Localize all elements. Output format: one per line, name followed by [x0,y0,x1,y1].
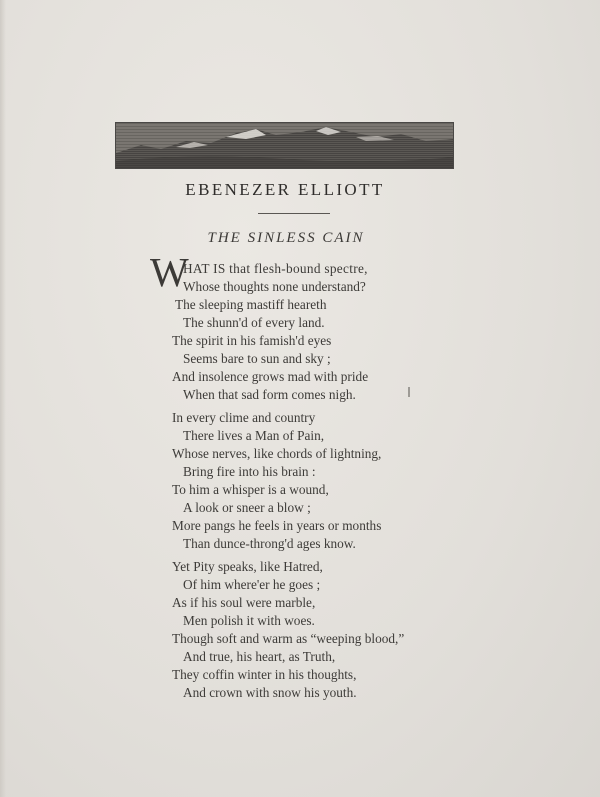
poem-line: Men polish it with woes. [183,613,315,628]
poem-line: Whose thoughts none understand? [183,279,366,294]
headpiece-engraving [115,122,454,169]
poem-title: THE SINLESS CAIN [207,230,365,246]
poem-line: The shunn'd of every land. [183,315,325,330]
poem-line: They coffin winter in his thoughts, [172,667,357,682]
poem-line: HAT IS that flesh-bound spectre, [183,261,368,276]
poem-line: When that sad form comes nigh. [183,387,356,402]
poem-line: The sleeping mastiff heareth [175,297,327,312]
author-heading: EBENEZER ELLIOTT [185,180,385,199]
margin-mark [408,387,410,397]
poem-line: Whose nerves, like chords of lightning, [172,446,382,461]
poem-line: As if his soul were marble, [172,595,316,610]
poem-line: Seems bare to sun and sky ; [183,351,331,366]
mountain-landscape-illustration [116,123,453,168]
poem-line: More pangs he feels in years or months [172,518,382,533]
page-edge-shadow [0,0,6,797]
poem-line: There lives a Man of Pain, [183,428,325,443]
title-divider [258,213,330,214]
poem-line: A look or sneer a blow ; [183,500,311,515]
poem-line: And crown with snow his youth. [183,685,357,700]
poem-line: The spirit in his famish'd eyes [172,333,332,348]
poem-line: In every clime and country [172,410,316,425]
poem-line: Yet Pity speaks, like Hatred, [172,559,323,574]
poem-line: To him a whisper is a wound, [172,482,329,497]
drop-cap: W [150,249,189,295]
poem-line: Bring fire into his brain : [183,464,316,479]
poem-line: And insolence grows mad with pride [172,369,369,384]
poem-line: And true, his heart, as Truth, [183,649,336,664]
poem-line: Of him where'er he goes ; [183,577,321,592]
poem-line: Than dunce-throng'd ages know. [183,536,356,551]
poem-line: Though soft and warm as “weeping blood,” [172,631,405,646]
